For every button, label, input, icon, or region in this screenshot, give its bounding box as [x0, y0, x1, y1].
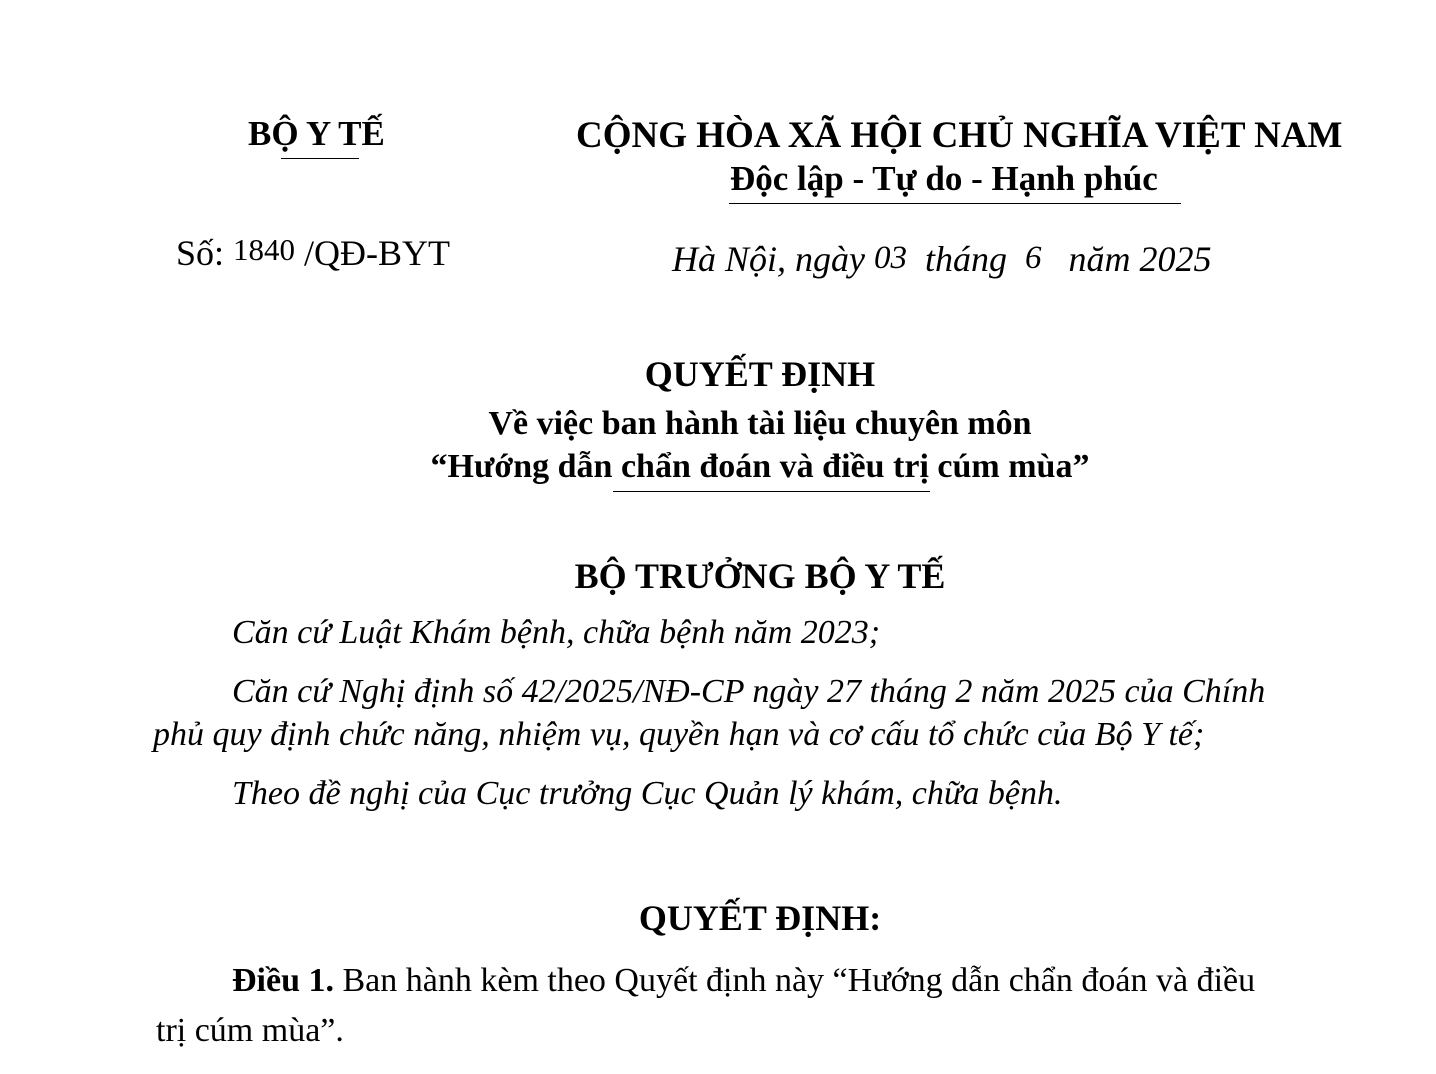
article-1-line-2: trị cúm mùa”. — [156, 1012, 344, 1049]
country-name: CỘNG HÒA XÃ HỘI CHỦ NGHĨA VIỆT NAM — [576, 115, 1343, 156]
document-number-prefix: Số: — [176, 233, 234, 273]
document-number — [176, 232, 450, 274]
document-number-value: 1840 — [233, 232, 296, 267]
legal-basis-2-line-1: Căn cứ Nghị định số 42/2025/NĐ-CP ngày 27 tháng 2 năm 2025 của Chính — [232, 673, 1266, 710]
legal-basis-3: Theo đề nghị của Cục trưởng Cục Quản lý khám, chữa bệnh. — [232, 775, 1063, 812]
document-number-suffix: /QĐ-BYT — [295, 233, 451, 273]
decision-subject-line-1: Về việc ban hành tài liệu chuyên môn — [488, 405, 1032, 442]
date-line — [672, 238, 1212, 280]
issuing-authority: BỘ TRƯỞNG BỘ Y TẾ — [574, 556, 946, 596]
article-1-line-1 — [232, 962, 1255, 1000]
date-year: năm 2025 — [1068, 239, 1212, 279]
national-motto: Độc lập - Tự do - Hạnh phúc — [730, 159, 1158, 198]
date-month-label: tháng — [925, 239, 1008, 279]
legal-basis-2-line-2: phủ quy định chức năng, nhiệm vụ, quyền hạn và cơ cấu tổ chức của Bộ Y tế; — [153, 716, 1205, 753]
date-month: 6 — [1025, 240, 1042, 276]
subject-underline — [613, 491, 930, 492]
ministry-name: BỘ Y TẾ — [248, 114, 385, 153]
article-1-label: Điều 1. — [232, 962, 334, 999]
decision-title: QUYẾT ĐỊNH — [644, 354, 876, 394]
legal-basis-1: Căn cứ Luật Khám bệnh, chữa bệnh năm 2023; — [232, 614, 881, 651]
motto-underline — [729, 203, 1181, 204]
decision-subject-line-2: “Hướng dẫn chẩn đoán và điều trị cúm mùa” — [430, 448, 1090, 485]
date-day: 03 — [874, 240, 907, 276]
article-1-text: Ban hành kèm theo Quyết định này “Hướng dẫn chẩn đoán và điều — [334, 962, 1256, 999]
ministry-underline — [281, 158, 359, 159]
date-place: Hà Nội, ngày — [672, 239, 874, 279]
decision-heading: QUYẾT ĐỊNH: — [638, 898, 882, 938]
